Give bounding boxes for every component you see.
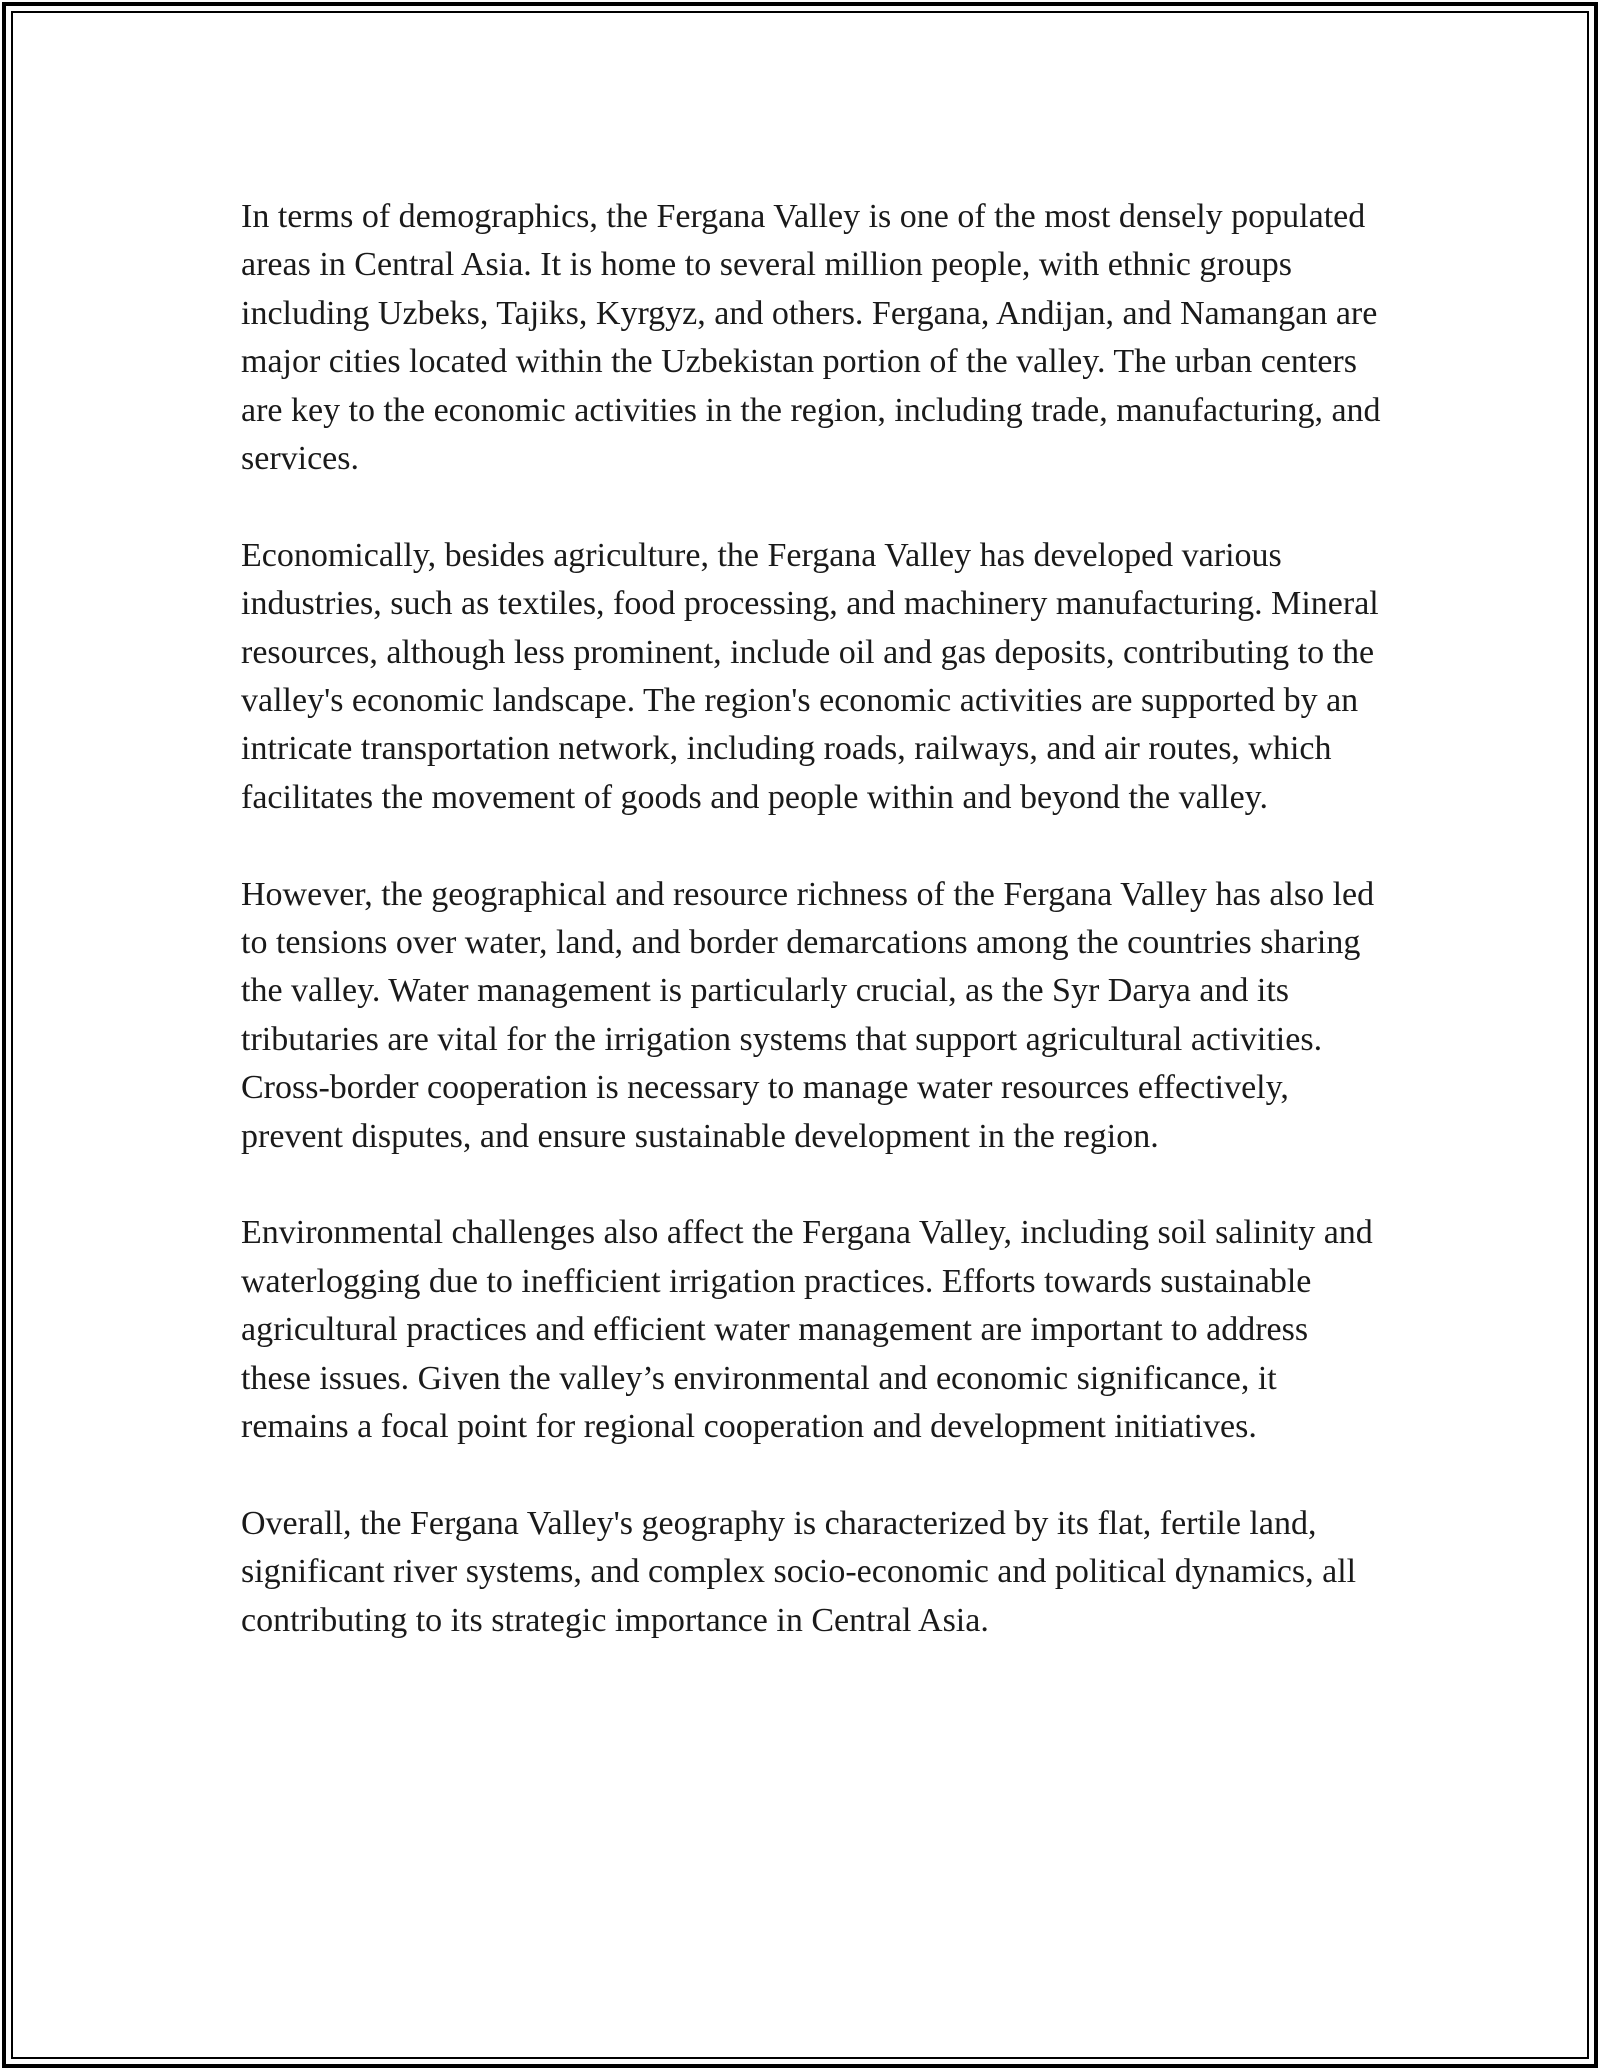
document-body [241, 193, 1386, 1694]
page-border [2, 2, 1598, 2068]
paragraph-economy: Economically, besides agriculture, the Fergana Valley has developed various industries, such as textiles, food processing, and machinery manufacturing. Mineral resources, although less prominent, include oil and gas deposits, contributing to the valley's economic landscape. The region's economic activities are supported by an intricate transportation network, including roads, railways, and air routes, which facilitates the movement of goods and people within and beyond the valley. [241, 536, 1379, 816]
paragraph-environment: Environmental challenges also affect the Fergana Valley, including soil salinity and waterlogging due to inefficient irrigation practices. Efforts towards sustainable agricultural practices and efficient water management are important to address these issues. Given the valley’s environmental and economic significance, it remains a focal point for regional cooperation and development initiatives. [241, 1214, 1373, 1446]
paragraph-tensions: However, the geographical and resource richness of the Fergana Valley has also led to tensions over water, land, and border demarcations among the countries sharing the valley. Water management is particularly crucial, as the Syr Darya and its tributaries are vital for the irrigation systems that support agricultural activities. Cross-border cooperation is necessary to manage water resources effectively, prevent disputes, and ensure sustainable development in the region. [241, 875, 1375, 1155]
paragraph-demographics: In terms of demographics, the Fergana Valley is one of the most densely populated areas in Central Asia. It is home to several million people, with ethnic groups including Uzbeks, Tajiks, Kyrgyz, and others. Fergana, Andijan, and Namangan are major cities located within the Uzbekistan portion of the valley. The urban centers are key to the economic activities in the region, including trade, manufacturing, and services. [241, 198, 1381, 478]
paragraph-overall: Overall, the Fergana Valley's geography is characterized by its flat, fertile land, significant river systems, and complex socio-economic and political dynamics, all contributing to its strategic importance in Central Asia. [241, 1504, 1357, 1639]
